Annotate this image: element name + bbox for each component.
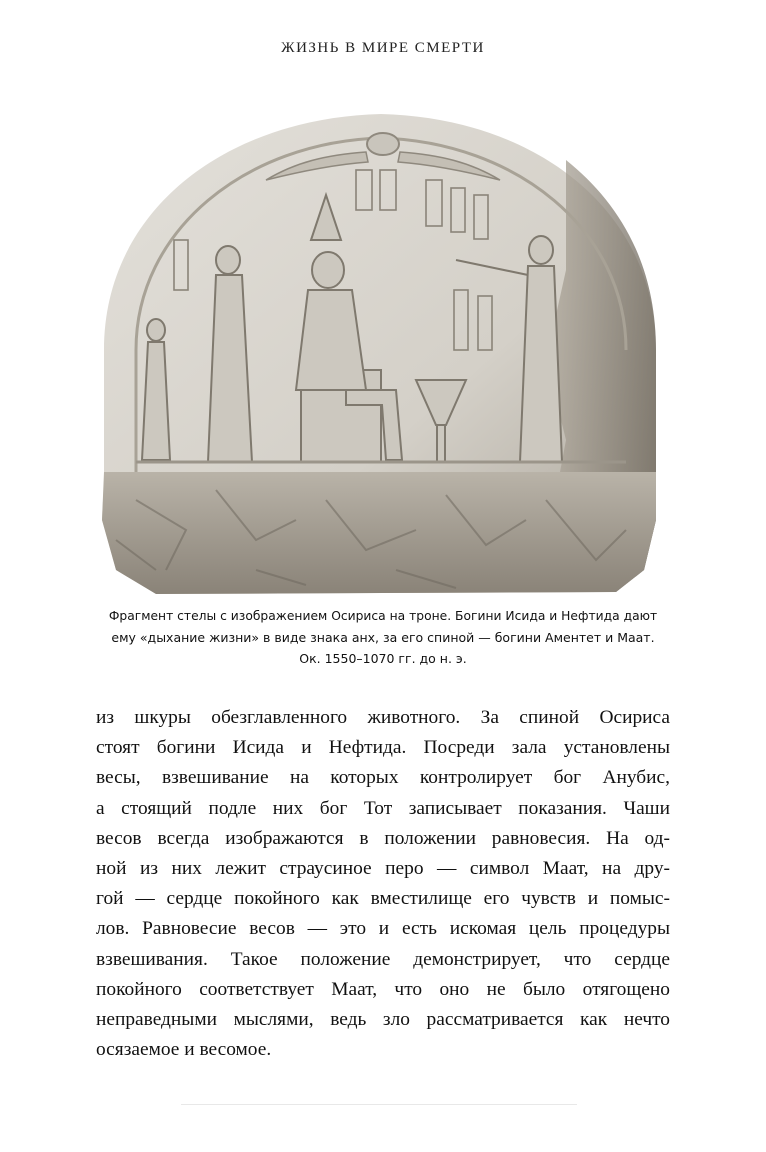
caption-line: Фрагмент стелы с изображением Осириса на троне. Богини Исида и Нефтида дают [108, 609, 658, 623]
footer-rule [181, 1104, 577, 1105]
body-line: весы, взвешивание на которых контролирует бог Анубис, [96, 767, 670, 789]
body-line: весов всегда изображаются в положении равновесия. На од- [96, 827, 670, 849]
stela-illustration [96, 100, 670, 600]
body-line: неправедными мыслями, ведь зло рассматривается как нечто [96, 1009, 670, 1031]
body-paragraph [96, 703, 670, 1065]
caption-line: Ок. 1550–1070 гг. до н. э. [299, 651, 467, 666]
body-line: взвешивания. Такое положение демонстрирует, что сердце [96, 948, 670, 970]
caption-line: ему «дыхание жизни» в виде знака анх, за его спиной — богини Аментет и Маат. [111, 630, 655, 645]
body-line: ной из них лежит страусиное перо — символ Маат, на дру- [96, 858, 670, 880]
body-line: а стоящий подле них бог Тот записывает показания. Чаши [96, 797, 670, 819]
body-line: гой — сердце покойного как вместилище его чувств и помыс- [96, 888, 670, 910]
body-line: из шкуры обезглавленного животного. За спиной Осириса [96, 707, 670, 728]
body-line: стоят богини Исида и Нефтида. Посреди зала установлены [96, 737, 670, 759]
running-head: ЖИЗНЬ В МИРЕ СМЕРТИ [281, 40, 485, 56]
body-line: покойного соответствует Маат, что оно не было отягощено [96, 978, 670, 1000]
body-line: лов. Равновесие весов — это и есть искомая цель процедуры [96, 918, 670, 940]
figure-caption [96, 606, 670, 669]
body-line: осязаемое и весомое. [96, 1039, 272, 1061]
stela-photo [96, 100, 670, 600]
